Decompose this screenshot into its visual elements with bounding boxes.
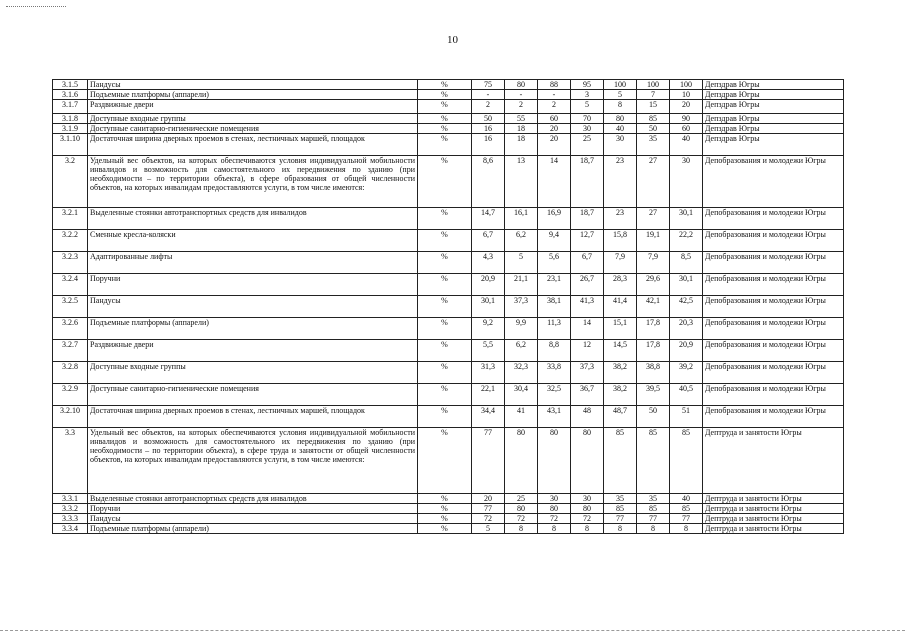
value-cell: 5,6 [538, 252, 571, 274]
value-cell: 20,9 [472, 274, 505, 296]
indicator-name-cell: Выделенные стоянки автотранспортных средств для инвалидов [88, 494, 418, 504]
indicator-name-cell: Достаточная ширина дверных проемов в стенах, лестничных маршей, площадок [88, 406, 418, 428]
value-cell: 21,1 [505, 274, 538, 296]
value-cell: 41,4 [604, 296, 637, 318]
indicator-name-cell: Сменные кресла-коляски [88, 230, 418, 252]
indicator-name-cell: Поручни [88, 274, 418, 296]
unit-cell: % [418, 406, 472, 428]
value-cell: 14,5 [604, 340, 637, 362]
row-number-cell: 3.1.9 [53, 124, 88, 134]
table-row [53, 208, 844, 230]
unit-cell: % [418, 156, 472, 208]
row-number-cell: 3.3.4 [53, 524, 88, 534]
responsible-cell: Дептруда и занятости Югры [703, 524, 844, 534]
value-cell: - [538, 90, 571, 100]
value-cell: 2 [538, 100, 571, 114]
value-cell: 80 [571, 504, 604, 514]
value-cell: 19,1 [637, 230, 670, 252]
table-row [53, 428, 844, 494]
value-cell: 30 [538, 494, 571, 504]
value-cell: 88 [538, 80, 571, 90]
value-cell: 22,1 [472, 384, 505, 406]
indicator-name-cell: Пандусы [88, 296, 418, 318]
value-cell: 33,8 [538, 362, 571, 384]
value-cell: 30 [571, 124, 604, 134]
row-number-cell: 3.2.1 [53, 208, 88, 230]
value-cell: 55 [505, 114, 538, 124]
value-cell: 16 [472, 124, 505, 134]
value-cell: 16 [472, 134, 505, 156]
value-cell: 16,1 [505, 208, 538, 230]
row-number-cell: 3.3 [53, 428, 88, 494]
unit-cell: % [418, 90, 472, 100]
row-number-cell: 3.3.2 [53, 504, 88, 514]
table-row [53, 114, 844, 124]
value-cell: 22,2 [670, 230, 703, 252]
value-cell: 15 [637, 100, 670, 114]
value-cell: 2 [472, 100, 505, 114]
value-cell: 72 [505, 514, 538, 524]
indicator-name-cell: Удельный вес объектов, на которых обеспечиваются условия индивидуальной мобильности инвалидов и возможность для самостоятельного их передвижения по зданию (при необходимости – по территории объекта), в сфере образования от общей численности объектов, на которых инвалидам предоставляются услуги, в том числе имеются: [88, 156, 418, 208]
row-number-cell: 3.2.7 [53, 340, 88, 362]
value-cell: 35 [637, 134, 670, 156]
unit-cell: % [418, 524, 472, 534]
value-cell: 6,7 [472, 230, 505, 252]
value-cell: 38,8 [637, 362, 670, 384]
unit-cell: % [418, 296, 472, 318]
value-cell: 38,2 [604, 384, 637, 406]
indicator-name-cell: Адаптированные лифты [88, 252, 418, 274]
value-cell: 72 [571, 514, 604, 524]
indicator-name-cell: Удельный вес объектов, на которых обеспечиваются условия индивидуальной мобильности инвалидов и возможность для самостоятельного их передвижения по зданию (при необходимости – по территории объекта), в сфере труда и занятости от общей численности объектов, на которых инвалидам предоставляются услуги, в том числе имеются: [88, 428, 418, 494]
value-cell: 23 [604, 156, 637, 208]
value-cell: 14,7 [472, 208, 505, 230]
value-cell: 30,1 [670, 274, 703, 296]
unit-cell: % [418, 384, 472, 406]
table-row [53, 514, 844, 524]
value-cell: 8 [670, 524, 703, 534]
value-cell: 20,3 [670, 318, 703, 340]
value-cell: 8 [505, 524, 538, 534]
value-cell: 20 [472, 494, 505, 504]
value-cell: 85 [637, 428, 670, 494]
value-cell: 77 [604, 514, 637, 524]
value-cell: 80 [505, 428, 538, 494]
table-row [53, 406, 844, 428]
value-cell: 80 [505, 504, 538, 514]
table-row [53, 296, 844, 318]
unit-cell: % [418, 230, 472, 252]
value-cell: 85 [670, 428, 703, 494]
table-row [53, 252, 844, 274]
unit-cell: % [418, 134, 472, 156]
value-cell: 5,5 [472, 340, 505, 362]
row-number-cell: 3.2.4 [53, 274, 88, 296]
value-cell: 51 [670, 406, 703, 428]
value-cell: 37,3 [505, 296, 538, 318]
responsible-cell: Депздрав Югры [703, 100, 844, 114]
table-row [53, 318, 844, 340]
value-cell: 80 [538, 504, 571, 514]
value-cell: 20 [538, 124, 571, 134]
value-cell: 100 [604, 80, 637, 90]
row-number-cell: 3.1.7 [53, 100, 88, 114]
row-number-cell: 3.1.10 [53, 134, 88, 156]
responsible-cell: Депобразования и молодежи Югры [703, 340, 844, 362]
responsible-cell: Депобразования и молодежи Югры [703, 274, 844, 296]
indicator-name-cell: Подъемные платформы (аппарели) [88, 318, 418, 340]
unit-cell: % [418, 80, 472, 90]
value-cell: 29,6 [637, 274, 670, 296]
value-cell: 37,3 [571, 362, 604, 384]
value-cell: 48 [571, 406, 604, 428]
value-cell: 30 [571, 494, 604, 504]
value-cell: 18,7 [571, 156, 604, 208]
row-number-cell: 3.2.2 [53, 230, 88, 252]
responsible-cell: Депобразования и молодежи Югры [703, 362, 844, 384]
value-cell: 9,4 [538, 230, 571, 252]
value-cell: 32,3 [505, 362, 538, 384]
page-number: 10 [447, 34, 458, 46]
value-cell: 5 [571, 100, 604, 114]
responsible-cell: Депздрав Югры [703, 124, 844, 134]
value-cell: 30,1 [472, 296, 505, 318]
table-row [53, 384, 844, 406]
value-cell: - [505, 90, 538, 100]
value-cell: 6,7 [571, 252, 604, 274]
unit-cell: % [418, 340, 472, 362]
value-cell: 2 [505, 100, 538, 114]
table-row [53, 524, 844, 534]
responsible-cell: Депобразования и молодежи Югры [703, 208, 844, 230]
value-cell: 100 [637, 80, 670, 90]
value-cell: 6,2 [505, 340, 538, 362]
row-number-cell: 3.2.6 [53, 318, 88, 340]
row-number-cell: 3.2.8 [53, 362, 88, 384]
table-row [53, 134, 844, 156]
responsible-cell: Депобразования и молодежи Югры [703, 230, 844, 252]
row-number-cell: 3.3.3 [53, 514, 88, 524]
table-row [53, 274, 844, 296]
responsible-cell: Депздрав Югры [703, 114, 844, 124]
value-cell: 5 [505, 252, 538, 274]
unit-cell: % [418, 208, 472, 230]
value-cell: 25 [505, 494, 538, 504]
value-cell: 9,2 [472, 318, 505, 340]
value-cell: 26,7 [571, 274, 604, 296]
responsible-cell: Дептруда и занятости Югры [703, 504, 844, 514]
value-cell: 85 [604, 504, 637, 514]
indicator-name-cell: Подъемные платформы (аппарели) [88, 90, 418, 100]
value-cell: 40 [670, 494, 703, 504]
row-number-cell: 3.3.1 [53, 494, 88, 504]
value-cell: 27 [637, 156, 670, 208]
unit-cell: % [418, 114, 472, 124]
value-cell: 9,9 [505, 318, 538, 340]
table-row [53, 90, 844, 100]
value-cell: 10 [670, 90, 703, 100]
value-cell: 42,1 [637, 296, 670, 318]
indicator-name-cell: Поручни [88, 504, 418, 514]
value-cell: 38,1 [538, 296, 571, 318]
value-cell: 95 [571, 80, 604, 90]
value-cell: 30 [604, 134, 637, 156]
unit-cell: % [418, 428, 472, 494]
value-cell: 80 [604, 114, 637, 124]
value-cell: 72 [538, 514, 571, 524]
row-number-cell: 3.2.9 [53, 384, 88, 406]
value-cell: 8 [571, 524, 604, 534]
value-cell: 14 [538, 156, 571, 208]
value-cell: 39,5 [637, 384, 670, 406]
value-cell: 40,5 [670, 384, 703, 406]
value-cell: 17,8 [637, 318, 670, 340]
indicator-name-cell: Доступные входные группы [88, 114, 418, 124]
value-cell: 41 [505, 406, 538, 428]
page-bottom-edge [0, 630, 905, 631]
value-cell: 31,3 [472, 362, 505, 384]
value-cell: 13 [505, 156, 538, 208]
value-cell: 32,5 [538, 384, 571, 406]
indicator-name-cell: Раздвижные двери [88, 100, 418, 114]
value-cell: 11,3 [538, 318, 571, 340]
table-row [53, 100, 844, 114]
value-cell: 8,5 [670, 252, 703, 274]
row-number-cell: 3.2.3 [53, 252, 88, 274]
value-cell: 12,7 [571, 230, 604, 252]
row-number-cell: 3.2.5 [53, 296, 88, 318]
responsible-cell: Депобразования и молодежи Югры [703, 318, 844, 340]
value-cell: - [472, 90, 505, 100]
value-cell: 80 [538, 428, 571, 494]
responsible-cell: Депобразования и молодежи Югры [703, 296, 844, 318]
unit-cell: % [418, 494, 472, 504]
table-row [53, 340, 844, 362]
value-cell: 60 [670, 124, 703, 134]
value-cell: 38,2 [604, 362, 637, 384]
unit-cell: % [418, 274, 472, 296]
value-cell: 7 [637, 90, 670, 100]
value-cell: 41,3 [571, 296, 604, 318]
value-cell: 80 [505, 80, 538, 90]
table-row [53, 156, 844, 208]
value-cell: 7,9 [637, 252, 670, 274]
value-cell: 42,5 [670, 296, 703, 318]
row-number-cell: 3.1.8 [53, 114, 88, 124]
row-number-cell: 3.1.5 [53, 80, 88, 90]
table-row [53, 494, 844, 504]
indicator-name-cell: Выделенные стоянки автотранспортных средств для инвалидов [88, 208, 418, 230]
unit-cell: % [418, 252, 472, 274]
value-cell: 20 [670, 100, 703, 114]
value-cell: 17,8 [637, 340, 670, 362]
unit-cell: % [418, 318, 472, 340]
value-cell: 15,1 [604, 318, 637, 340]
value-cell: 15,8 [604, 230, 637, 252]
indicator-name-cell: Достаточная ширина дверных проемов в стенах, лестничных маршей, площадок [88, 134, 418, 156]
value-cell: 8 [604, 524, 637, 534]
value-cell: 35 [604, 494, 637, 504]
value-cell: 14 [571, 318, 604, 340]
table-row [53, 504, 844, 514]
value-cell: 12 [571, 340, 604, 362]
indicator-name-cell: Раздвижные двери [88, 340, 418, 362]
value-cell: 77 [670, 514, 703, 524]
table-row [53, 230, 844, 252]
value-cell: 28,3 [604, 274, 637, 296]
value-cell: 80 [571, 428, 604, 494]
indicator-name-cell: Пандусы [88, 80, 418, 90]
unit-cell: % [418, 100, 472, 114]
responsible-cell: Дептруда и занятости Югры [703, 428, 844, 494]
scan-corner-mark [6, 6, 66, 10]
value-cell: 30,1 [670, 208, 703, 230]
value-cell: 40 [670, 134, 703, 156]
value-cell: 18 [505, 124, 538, 134]
value-cell: 6,2 [505, 230, 538, 252]
unit-cell: % [418, 504, 472, 514]
value-cell: 25 [571, 134, 604, 156]
table-row [53, 362, 844, 384]
value-cell: 70 [571, 114, 604, 124]
indicator-name-cell: Подъемные платформы (аппарели) [88, 524, 418, 534]
unit-cell: % [418, 124, 472, 134]
value-cell: 90 [670, 114, 703, 124]
value-cell: 30,4 [505, 384, 538, 406]
responsible-cell: Депобразования и молодежи Югры [703, 252, 844, 274]
value-cell: 77 [472, 428, 505, 494]
value-cell: 48,7 [604, 406, 637, 428]
unit-cell: % [418, 362, 472, 384]
value-cell: 18 [505, 134, 538, 156]
responsible-cell: Депздрав Югры [703, 134, 844, 156]
row-number-cell: 3.2 [53, 156, 88, 208]
responsible-cell: Депздрав Югры [703, 90, 844, 100]
responsible-cell: Депздрав Югры [703, 80, 844, 90]
table-row [53, 80, 844, 90]
value-cell: 23,1 [538, 274, 571, 296]
value-cell: 27 [637, 208, 670, 230]
responsible-cell: Дептруда и занятости Югры [703, 514, 844, 524]
value-cell: 20,9 [670, 340, 703, 362]
value-cell: 85 [670, 504, 703, 514]
value-cell: 8 [637, 524, 670, 534]
value-cell: 60 [538, 114, 571, 124]
value-cell: 39,2 [670, 362, 703, 384]
value-cell: 72 [472, 514, 505, 524]
value-cell: 40 [604, 124, 637, 134]
value-cell: 77 [637, 514, 670, 524]
unit-cell: % [418, 514, 472, 524]
value-cell: 30 [670, 156, 703, 208]
value-cell: 85 [637, 114, 670, 124]
value-cell: 5 [604, 90, 637, 100]
value-cell: 20 [538, 134, 571, 156]
indicators-table [52, 79, 844, 534]
value-cell: 8,6 [472, 156, 505, 208]
value-cell: 8 [538, 524, 571, 534]
value-cell: 7,9 [604, 252, 637, 274]
responsible-cell: Депобразования и молодежи Югры [703, 384, 844, 406]
value-cell: 50 [637, 124, 670, 134]
value-cell: 50 [472, 114, 505, 124]
value-cell: 75 [472, 80, 505, 90]
responsible-cell: Дептруда и занятости Югры [703, 494, 844, 504]
value-cell: 8 [604, 100, 637, 114]
value-cell: 4,3 [472, 252, 505, 274]
value-cell: 23 [604, 208, 637, 230]
table-row [53, 124, 844, 134]
value-cell: 3 [571, 90, 604, 100]
indicator-name-cell: Доступные санитарно-гигиенические помещения [88, 124, 418, 134]
row-number-cell: 3.2.10 [53, 406, 88, 428]
value-cell: 77 [472, 504, 505, 514]
responsible-cell: Депобразования и молодежи Югры [703, 406, 844, 428]
value-cell: 34,4 [472, 406, 505, 428]
row-number-cell: 3.1.6 [53, 90, 88, 100]
value-cell: 43,1 [538, 406, 571, 428]
value-cell: 36,7 [571, 384, 604, 406]
value-cell: 16,9 [538, 208, 571, 230]
value-cell: 85 [637, 504, 670, 514]
value-cell: 18,7 [571, 208, 604, 230]
value-cell: 35 [637, 494, 670, 504]
indicator-name-cell: Доступные входные группы [88, 362, 418, 384]
value-cell: 100 [670, 80, 703, 90]
value-cell: 8,8 [538, 340, 571, 362]
value-cell: 5 [472, 524, 505, 534]
responsible-cell: Депобразования и молодежи Югры [703, 156, 844, 208]
table-body [53, 80, 844, 534]
indicator-name-cell: Пандусы [88, 514, 418, 524]
value-cell: 50 [637, 406, 670, 428]
indicator-name-cell: Доступные санитарно-гигиенические помещения [88, 384, 418, 406]
value-cell: 85 [604, 428, 637, 494]
